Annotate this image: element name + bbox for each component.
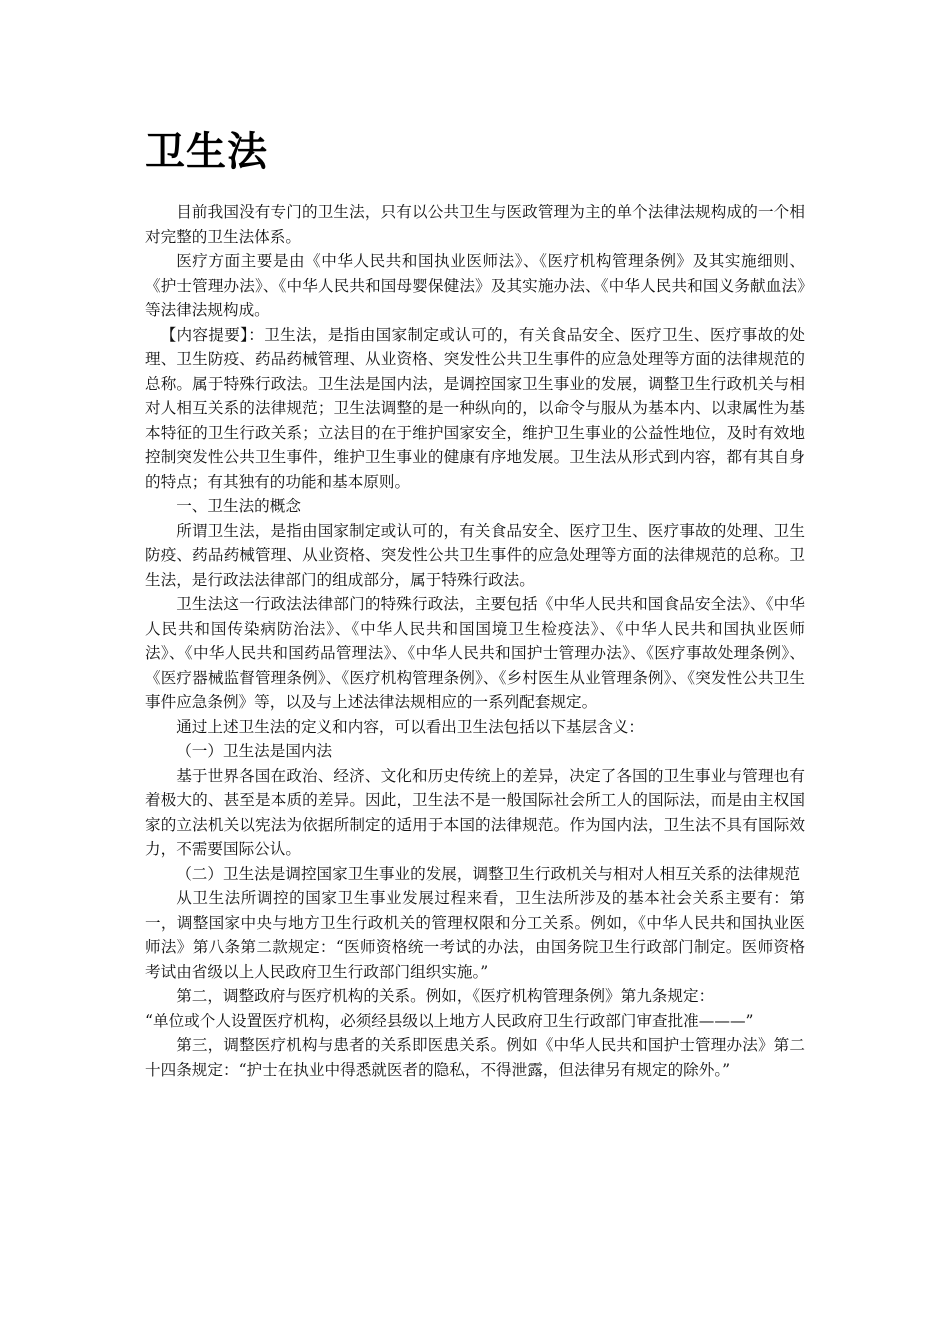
document-body	[145, 200, 805, 1082]
paragraph-quote-approval: “单位或个人设置医疗机构，必须经县级以上地方人民政府卫生行政部门审查批准———”	[145, 1011, 754, 1030]
paragraph-definition: 所谓卫生法，是指由国家制定或认可的，有关食品安全、医疗卫生、医疗事故的处理、卫生防疫、药品药械管理、从业资格、突发性公共卫生事件的应急处理等方面的法律规范的总称。卫生法，是行政法法律部门的组成部分，属于特殊行政法。	[145, 521, 805, 589]
paragraph-meanings-intro: 通过上述卫生法的定义和内容，可以看出卫生法包括以下基层含义：	[176, 717, 645, 736]
paragraph-relations-third: 第三，调整医疗机构与患者的关系即医患关系。例如《中华人民共和国护士管理办法》第二十四条规定：“护士在执业中得悉就医者的隐私，不得泄露，但法律另有规定的除外。”	[145, 1036, 805, 1079]
paragraph-intro: 目前我国没有专门的卫生法，只有以公共卫生与医政管理为主的单个法律法规构成的一个相对完整的卫生法体系。	[145, 203, 805, 246]
paragraph-relations-first: 从卫生法所调控的国家卫生事业发展过程来看，卫生法所涉及的基本社会关系主要有：第一，调整国家中央与地方卫生行政机关的管理权限和分工关系。例如，《中华人民共和国执业医师法》第八条第二款规定：“医师资格统一考试的办法，由国务院卫生行政部门制定。医师资格考试由省级以上人民政府卫生行政部门组织实施。”	[145, 889, 805, 981]
paragraph-law-list: 卫生法这一行政法法律部门的特殊行政法，主要包括《中华人民共和国食品安全法》、《中华人民共和国传染病防治法》、《中华人民共和国国境卫生检疫法》、《中华人民共和国执业医师法》、《中华人民共和国药品管理法》、《中华人民共和国护士管理办法》、《医疗事故处理条例》、《医疗器械监督管理条例》、《医疗机构管理条例》、《乡村医生从业管理条例》、《突发性公共卫生事件应急条例》等，以及与上述法律法规相应的一系列配套规定。	[145, 595, 805, 711]
subheading-domestic-law: （一）卫生法是国内法	[176, 742, 333, 760]
document-title: 卫生法	[145, 128, 268, 175]
subheading-regulation: （二）卫生法是调控国家卫生事业的发展，调整卫生行政机关与相对人相互关系的法律规范	[176, 864, 800, 883]
paragraph-relations-second: 第二，调整政府与医疗机构的关系。例如，《医疗机构管理条例》第九条规定：	[176, 987, 715, 1005]
paragraph-medical-laws: 医疗方面主要是由《中华人民共和国执业医师法》、《医疗机构管理条例》及其实施细则、《护士管理办法》、《中华人民共和国母婴保健法》及其实施办法、《中华人民共和国义务献血法》等法律法规构成。	[145, 252, 805, 319]
section-heading-concept: 一、卫生法的概念	[176, 497, 301, 515]
paragraph-summary: 【内容提要】：卫生法，是指由国家制定或认可的，有关食品安全、医疗卫生、医疗事故的处理、卫生防疫、药品药械管理、从业资格、突发性公共卫生事件的应急处理等方面的法律规范的总称。属于特殊行政法。卫生法是国内法，是调控国家卫生事业的发展，调整卫生行政机关与相对人相互关系的法律规范；卫生法调整的是一种纵向的，以命令与服从为基本内、以隶属性为基本特征的卫生行政关系；立法目的在于维护国家安全，维护卫生事业的公益性地位，及时有效地控制突发性公共卫生事件，维护卫生事业的健康有序地发展。卫生法从形式到内容，都有其自身的特点；有其独有的功能和基本原则。	[145, 325, 805, 491]
paragraph-domestic-law: 基于世界各国在政治、经济、文化和历史传统上的差异，决定了各国的卫生事业与管理也有着极大的、甚至是本质的差异。因此，卫生法不是一般国际社会所工人的国际法，而是由主权国家的立法机关以宪法为依据所制定的适用于本国的法律规范。作为国内法，卫生法不具有国际效力，不需要国际公认。	[145, 766, 805, 858]
